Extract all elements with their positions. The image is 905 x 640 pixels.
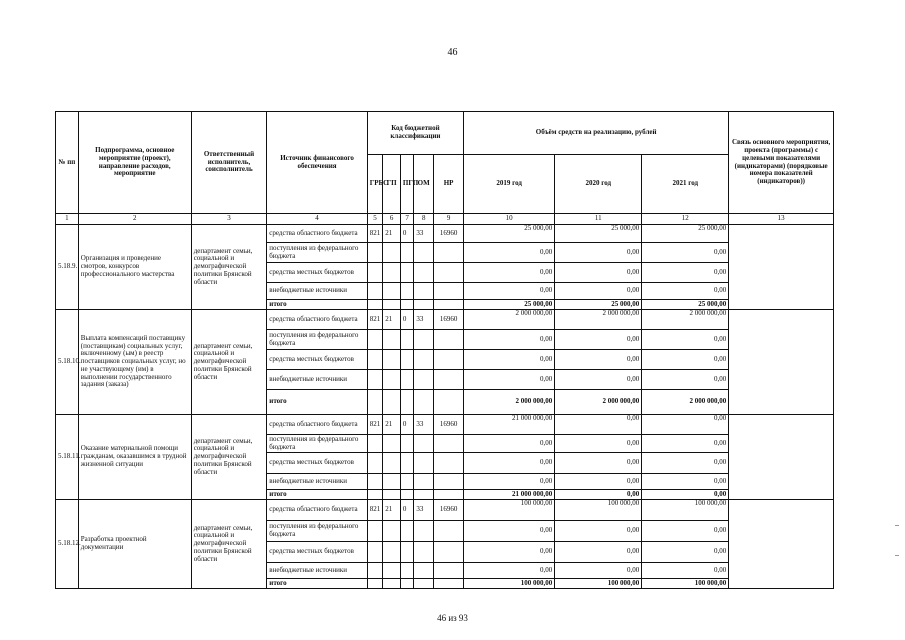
header-gp: ГП [383,155,401,214]
item-name: Организация и проведение смотров, конкурсов профессионального мастерства [78,225,191,310]
budget-code-grbs [367,579,383,589]
amount-2021: 100 000,00 [642,500,729,521]
header-nr: НР [434,155,464,214]
item-name: Оказание материальной помощи гражданам, оказавшимся в трудной жизненной ситуации [78,415,191,500]
amount-2020: 0,00 [555,370,642,390]
budget-code-pgp: 0 [400,225,413,243]
amount-2019: 0,00 [464,521,555,542]
budget-code-om: 33 [414,415,434,435]
budget-code-gp [383,474,401,490]
item-number: 5.18.12. [56,500,79,589]
amount-2020: 0,00 [555,542,642,563]
budget-code-nr [434,453,464,474]
column-number: 12 [642,214,729,225]
funding-source: средства областного бюджета [267,415,367,435]
amount-2020: 0,00 [555,490,642,500]
amount-2019: 0,00 [464,263,555,283]
funding-source: средства областного бюджета [267,310,367,330]
budget-code-grbs [367,263,383,283]
funding-source: средства местных бюджетов [267,453,367,474]
funding-source: внебюджетные источники [267,474,367,490]
budget-code-nr [434,390,464,415]
amount-2021: 0,00 [642,435,729,453]
amount-2020: 100 000,00 [555,500,642,521]
scan-edge-mark [895,525,899,526]
responsible-executor: департамент семьи, социальной и демографической политики Брянской области [191,500,267,589]
budget-code-nr: 16960 [434,225,464,243]
amount-2020: 2 000 000,00 [555,310,642,330]
funding-source: средства местных бюджетов [267,350,367,370]
column-number: 6 [383,214,401,225]
column-number: 9 [434,214,464,225]
budget-code-om: 33 [414,225,434,243]
responsible-executor: департамент семьи, социальной и демографической политики Брянской области [191,415,267,500]
header-2020: 2020 год [555,155,642,214]
amount-2021: 0,00 [642,370,729,390]
budget-code-gp [383,350,401,370]
budget-code-nr [434,579,464,589]
budget-code-pgp: 0 [400,500,413,521]
budget-code-gp: 21 [383,310,401,330]
budget-code-pgp [400,490,413,500]
column-number: 3 [191,214,267,225]
budget-code-nr: 16960 [434,310,464,330]
amount-2021: 0,00 [642,283,729,300]
amount-2020: 0,00 [555,243,642,263]
budget-code-pgp [400,390,413,415]
budget-code-grbs [367,490,383,500]
budget-code-gp [383,579,401,589]
item-name: Разработка проектной документации [78,500,191,589]
scan-edge-mark [895,555,899,556]
funding-source: средства местных бюджетов [267,542,367,563]
budget-code-om [414,542,434,563]
amount-2019: 0,00 [464,330,555,350]
budget-code-grbs: 821 [367,500,383,521]
budget-code-pgp [400,521,413,542]
table-row [56,225,834,243]
header-om: ОМ [414,155,434,214]
budget-code-grbs [367,283,383,300]
amount-2020: 25 000,00 [555,300,642,310]
budget-code-gp [383,390,401,415]
budget-code-om: 33 [414,310,434,330]
indicator-link [729,500,834,589]
header-responsible: Ответственный исполнитель, соисполнитель [191,112,267,214]
amount-2020: 0,00 [555,563,642,579]
amount-2021: 0,00 [642,243,729,263]
budget-code-nr [434,435,464,453]
header-volume: Объём средств на реализацию, рублей [464,112,729,155]
amount-2019: 0,00 [464,542,555,563]
budget-code-nr: 16960 [434,415,464,435]
budget-code-pgp [400,435,413,453]
budget-code-gp [383,542,401,563]
budget-code-grbs [367,390,383,415]
amount-2019: 25 000,00 [464,225,555,243]
column-number: 10 [464,214,555,225]
header-link: Связь основного мероприятия, проекта (программы) с целевыми показателями (индикаторами) (порядковые номера показателей (индикаторов)) [729,112,834,214]
funding-source: внебюджетные источники [267,283,367,300]
funding-source: итого [267,579,367,589]
item-number: 5.18.11. [56,415,79,500]
budget-code-nr [434,243,464,263]
budget-code-gp [383,490,401,500]
budget-code-om [414,453,434,474]
budget-code-om [414,283,434,300]
amount-2019: 100 000,00 [464,500,555,521]
amount-2019: 0,00 [464,350,555,370]
budget-code-om [414,350,434,370]
budget-code-pgp [400,263,413,283]
funding-source: поступления из федерального бюджета [267,330,367,350]
budget-code-gp: 21 [383,225,401,243]
column-number: 13 [729,214,834,225]
amount-2020: 25 000,00 [555,225,642,243]
amount-2019: 0,00 [464,563,555,579]
budget-code-om [414,490,434,500]
item-number: 5.18.9. [56,225,79,310]
budget-code-nr [434,563,464,579]
amount-2021: 0,00 [642,542,729,563]
table-row [56,500,834,521]
budget-code-pgp [400,563,413,579]
column-number: 8 [414,214,434,225]
amount-2021: 0,00 [642,350,729,370]
amount-2020: 0,00 [555,453,642,474]
budget-code-pgp: 0 [400,415,413,435]
budget-code-om [414,330,434,350]
budget-code-pgp: 0 [400,310,413,330]
funding-source: итого [267,390,367,415]
amount-2019: 21 000 000,00 [464,490,555,500]
amount-2020: 0,00 [555,435,642,453]
header-subprogram: Подпрограмма, основное мероприятие (проект), направление расходов, мероприятие [78,112,191,214]
funding-source: средства областного бюджета [267,500,367,521]
budget-code-nr [434,300,464,310]
budget-code-grbs [367,521,383,542]
budget-code-gp [383,283,401,300]
page-number: 46 [447,47,458,58]
header-pgp: ПГП [400,155,413,214]
budget-code-om [414,435,434,453]
indicator-link [729,415,834,500]
amount-2021: 0,00 [642,330,729,350]
funding-source: поступления из федерального бюджета [267,243,367,263]
budget-code-nr [434,283,464,300]
budget-code-pgp [400,370,413,390]
column-number: 2 [78,214,191,225]
amount-2021: 2 000 000,00 [642,310,729,330]
budget-code-gp [383,563,401,579]
budget-code-pgp [400,453,413,474]
amount-2021: 0,00 [642,490,729,500]
budget-code-grbs [367,243,383,263]
budget-code-gp [383,370,401,390]
budget-code-nr [434,370,464,390]
budget-code-grbs [367,300,383,310]
amount-2021: 0,00 [642,521,729,542]
budget-code-gp [383,243,401,263]
budget-code-pgp [400,542,413,563]
budget-code-om [414,521,434,542]
amount-2019: 0,00 [464,243,555,263]
budget-code-grbs [367,474,383,490]
header-2021: 2021 год [642,155,729,214]
column-number: 7 [400,214,413,225]
amount-2021: 0,00 [642,453,729,474]
header-budget-code: Код бюджетной классификации [367,112,463,155]
budget-code-om [414,243,434,263]
budget-code-pgp [400,300,413,310]
amount-2019: 25 000,00 [464,300,555,310]
budget-code-gp [383,435,401,453]
budget-code-gp [383,521,401,542]
budget-code-om [414,579,434,589]
header-no: № пп [56,112,79,214]
header-2019: 2019 год [464,155,555,214]
column-number: 4 [267,214,367,225]
amount-2020: 0,00 [555,330,642,350]
budget-code-grbs [367,370,383,390]
amount-2019: 0,00 [464,283,555,300]
budget-code-gp: 21 [383,415,401,435]
indicator-link [729,310,834,415]
budget-code-om [414,563,434,579]
budget-code-nr [434,263,464,283]
amount-2020: 2 000 000,00 [555,390,642,415]
funding-source: внебюджетные источники [267,370,367,390]
budget-code-grbs: 821 [367,415,383,435]
budget-code-pgp [400,283,413,300]
budget-code-om: 33 [414,500,434,521]
budget-code-nr [434,474,464,490]
column-number: 5 [367,214,383,225]
funding-source: поступления из федерального бюджета [267,521,367,542]
indicator-link [729,225,834,310]
budget-code-om [414,390,434,415]
budget-code-gp [383,453,401,474]
amount-2020: 0,00 [555,521,642,542]
budget-code-nr [434,350,464,370]
budget-code-gp: 21 [383,500,401,521]
amount-2019: 21 000 000,00 [464,415,555,435]
page-footer: 46 из 93 [437,613,468,623]
amount-2021: 0,00 [642,415,729,435]
budget-code-pgp [400,243,413,263]
amount-2021: 2 000 000,00 [642,390,729,415]
amount-2021: 25 000,00 [642,225,729,243]
funding-source: внебюджетные источники [267,563,367,579]
header-source: Источник финансового обеспечения [267,112,367,214]
funding-source: средства местных бюджетов [267,263,367,283]
funding-source: итого [267,490,367,500]
column-number: 1 [56,214,79,225]
amount-2021: 0,00 [642,474,729,490]
budget-code-grbs [367,563,383,579]
budget-code-om [414,370,434,390]
amount-2020: 0,00 [555,283,642,300]
column-number-row [56,214,834,225]
budget-code-grbs [367,350,383,370]
budget-code-nr [434,542,464,563]
amount-2019: 2 000 000,00 [464,390,555,415]
budget-code-pgp [400,579,413,589]
amount-2020: 100 000,00 [555,579,642,589]
header-grbs: ГРБС [367,155,383,214]
amount-2021: 0,00 [642,263,729,283]
amount-2021: 25 000,00 [642,300,729,310]
amount-2021: 100 000,00 [642,579,729,589]
amount-2019: 0,00 [464,474,555,490]
budget-table [55,111,834,589]
budget-code-nr: 16960 [434,500,464,521]
amount-2020: 0,00 [555,415,642,435]
responsible-executor: департамент семьи, социальной и демографической политики Брянской области [191,310,267,415]
amount-2020: 0,00 [555,474,642,490]
budget-code-om [414,300,434,310]
item-number: 5.18.10. [56,310,79,415]
budget-code-grbs [367,435,383,453]
amount-2020: 0,00 [555,263,642,283]
budget-code-grbs [367,330,383,350]
item-name: Выплата компенсаций поставщику (поставщикам) социальных услуг, включенному (ым) в реестр поставщиков социальных услуг, но не участвующему (им) в выполнении государственного задания (заказа) [78,310,191,415]
funding-source: поступления из федерального бюджета [267,435,367,453]
budget-code-grbs: 821 [367,310,383,330]
budget-code-grbs [367,453,383,474]
budget-code-nr [434,330,464,350]
budget-code-nr [434,490,464,500]
amount-2019: 100 000,00 [464,579,555,589]
responsible-executor: департамент семьи, социальной и демографической политики Брянской области [191,225,267,310]
table-row [56,415,834,435]
budget-code-gp [383,263,401,283]
budget-code-pgp [400,350,413,370]
amount-2019: 0,00 [464,435,555,453]
funding-source: итого [267,300,367,310]
table-row [56,310,834,330]
budget-code-pgp [400,330,413,350]
funding-source: средства областного бюджета [267,225,367,243]
amount-2019: 0,00 [464,453,555,474]
budget-code-gp [383,330,401,350]
budget-code-om [414,263,434,283]
budget-code-nr [434,521,464,542]
amount-2019: 2 000 000,00 [464,310,555,330]
budget-code-grbs [367,542,383,563]
budget-code-pgp [400,474,413,490]
amount-2020: 0,00 [555,350,642,370]
budget-code-gp [383,300,401,310]
budget-code-om [414,474,434,490]
column-number: 11 [555,214,642,225]
amount-2019: 0,00 [464,370,555,390]
budget-code-grbs: 821 [367,225,383,243]
amount-2021: 0,00 [642,563,729,579]
